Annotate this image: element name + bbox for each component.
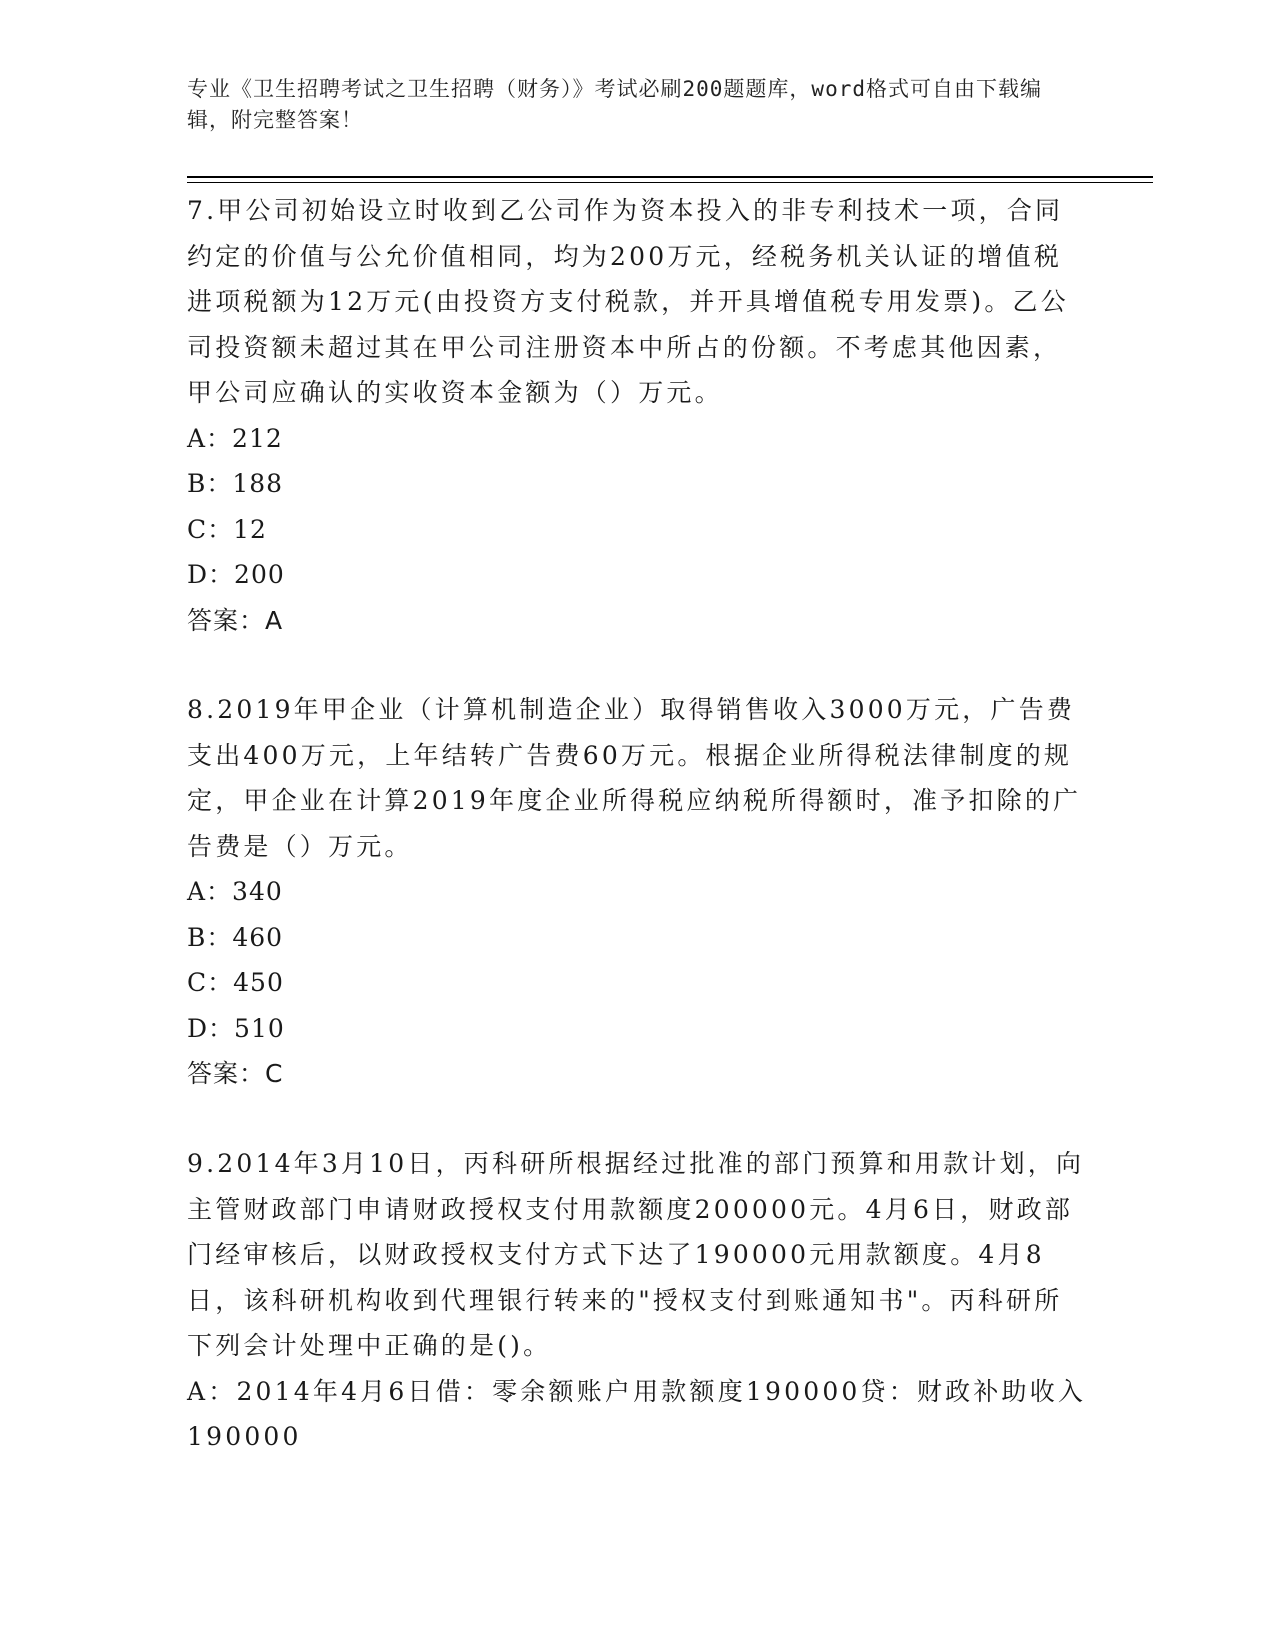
option-c: C：450 xyxy=(187,968,284,997)
option-c: C：12 xyxy=(187,514,267,544)
question-text: 7.甲公司初始设立时收到乙公司作为资本投入的非专利技术一项，合同约定的价值与公允价值相同，均为200万元，经税务机关认证的增值税进项税额为12万元(由投资方支付税款，并开具增值税专用发票)。乙公司投资额未超过其在甲公司注册资本中所占的份额。不考虑其他因素，甲公司应确认的实收资本金额为（）万元。 xyxy=(187,196,1069,407)
question-7 xyxy=(187,188,1087,643)
option-a: A：340 xyxy=(187,877,283,906)
question-9 xyxy=(187,1141,1087,1460)
header-divider-thick xyxy=(187,176,1153,178)
option-b: B：460 xyxy=(187,922,284,952)
answer: 答案：C xyxy=(187,1059,284,1088)
header-divider-thin xyxy=(187,182,1153,183)
option-a: A：2014年4月6日借：零余额账户用款额度190000贷：财政补助收入190000 xyxy=(187,1376,1087,1451)
question-text: 9.2014年3月10日，丙科研所根据经过批准的部门预算和用款计划，向主管财政部门申请财政授权支付用款额度200000元。4月6日，财政部门经审核后，以财政授权支付方式下达了190000元用款额度。4月8日，该科研机构收到代理银行转来的"授权支付到账通知书"。丙科研所下列会计处理中正确的是()。 xyxy=(187,1149,1085,1360)
answer: 答案：A xyxy=(187,605,284,635)
option-b: B：188 xyxy=(187,469,284,498)
question-text: 8.2019年甲企业（计算机制造企业）取得销售收入3000万元，广告费支出400万元，上年结转广告费60万元。根据企业所得税法律制度的规定，甲企业在计算2019年度企业所得税应纳税所得额时，准予扣除的广告费是（）万元。 xyxy=(187,695,1082,861)
option-d: D：510 xyxy=(187,1013,285,1043)
option-d: D：200 xyxy=(187,560,285,589)
option-a: A：212 xyxy=(187,423,283,453)
document-header: 专业《卫生招聘考试之卫生招聘（财务）》考试必刷200题题库，word格式可自由下载编辑，附完整答案！ xyxy=(187,77,1042,132)
question-8 xyxy=(187,687,1087,1096)
